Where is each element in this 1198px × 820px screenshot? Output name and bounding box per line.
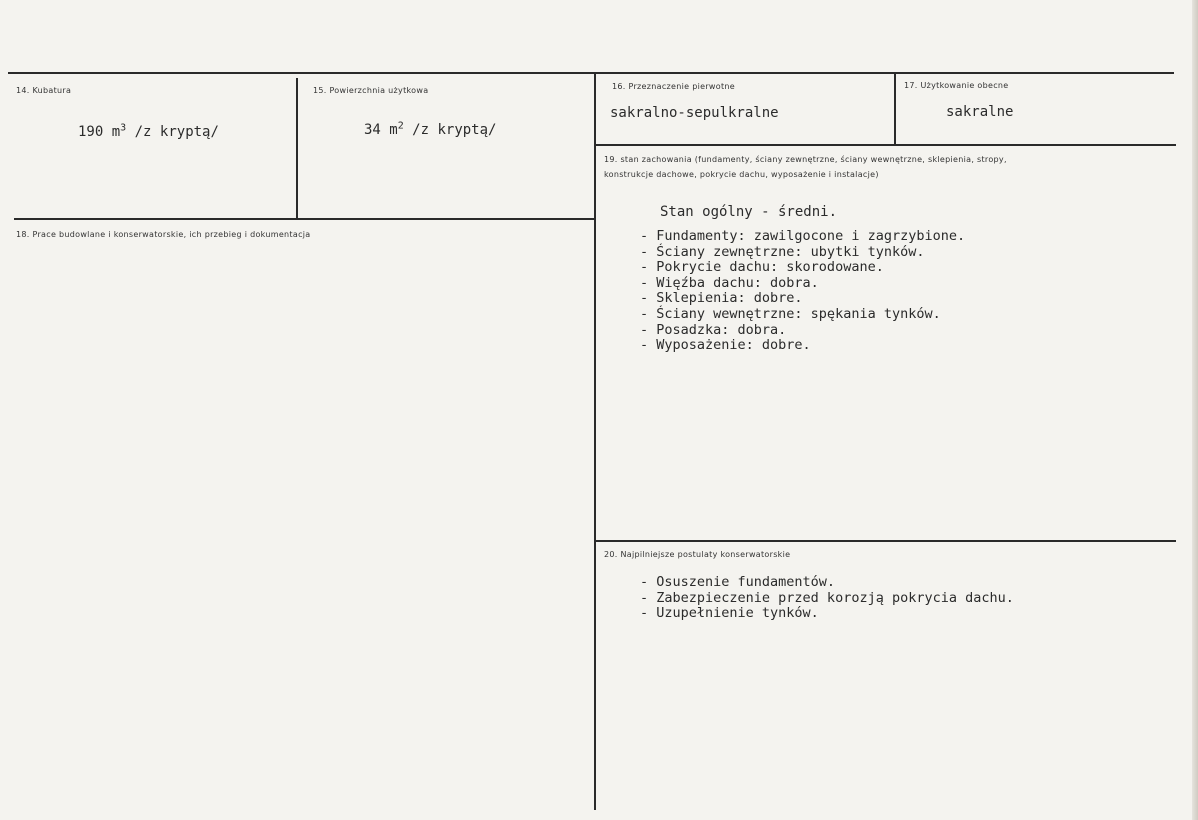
top-rule <box>8 72 1174 74</box>
list-item: - Ściany wewnętrzne: spękania tynków. <box>640 305 941 322</box>
list-item: - Więźba dachu: dobra. <box>640 274 819 291</box>
divider-14-15 <box>296 78 298 220</box>
stan-list <box>640 229 965 354</box>
uzytkowanie-label: 17. Użytkowanie obecne <box>904 81 1009 90</box>
list-item: - Fundamenty: zawilgocone i zagrzybione. <box>640 228 966 244</box>
list-item: - Osuszenie fundamentów. <box>640 574 836 590</box>
kubatura-number: 190 m <box>78 124 121 140</box>
list-item: - Uzupełnienie tynków. <box>640 605 819 622</box>
list-item: - Wyposażenie: dobre. <box>640 337 811 354</box>
postulaty-label: 20. Najpilniejsze postulaty konserwatorskie <box>604 550 791 559</box>
rule-above-20 <box>596 540 1176 542</box>
divider-16-17 <box>894 72 896 144</box>
prace-label: 18. Prace budowlane i konserwatorskie, ich przebieg i dokumentacja <box>16 230 311 239</box>
kubatura-exponent: 3 <box>120 122 127 134</box>
przeznaczenie-value: sakralno-sepulkralne <box>610 105 779 121</box>
stan-label-line2: konstrukcje dachowe, pokrycie dachu, wyposażenie i instalacje) <box>604 170 879 179</box>
list-item: - Sklepienia: dobre. <box>640 290 803 307</box>
przeznaczenie-label: 16. Przeznaczenie pierwotne <box>612 82 735 91</box>
list-item: - Pokrycie dachu: skorodowane. <box>640 259 884 276</box>
postulaty-list <box>640 575 1014 622</box>
stan-general: Stan ogólny - średni. <box>660 204 838 220</box>
rule-under-14-15 <box>14 218 594 220</box>
list-item: - Ściany zewnętrzne: ubytki tynków. <box>640 243 925 260</box>
uzytkowanie-value: sakralne <box>946 104 1014 120</box>
center-divider <box>594 72 596 810</box>
kubatura-value <box>78 124 219 140</box>
powierzchnia-label: 15. Powierzchnia użytkowa <box>313 86 429 95</box>
kubatura-note: /z kryptą/ <box>126 124 219 140</box>
list-item: - Zabezpieczenie przed korozją pokrycia dachu. <box>640 589 1014 606</box>
powierzchnia-exponent: 2 <box>397 120 404 132</box>
powierzchnia-number: 34 m <box>364 122 398 138</box>
stan-label-line1: 19. stan zachowania (fundamenty, ściany zewnętrzne, ściany wewnętrzne, sklepienia, stropy, <box>604 155 1007 164</box>
powierzchnia-note: /z kryptą/ <box>403 122 497 138</box>
list-item: - Posadzka: dobra. <box>640 321 787 338</box>
kubatura-label: 14. Kubatura <box>16 86 72 95</box>
powierzchnia-value <box>364 122 496 138</box>
rule-under-16-17 <box>596 144 1176 146</box>
card-edge <box>1192 0 1198 820</box>
